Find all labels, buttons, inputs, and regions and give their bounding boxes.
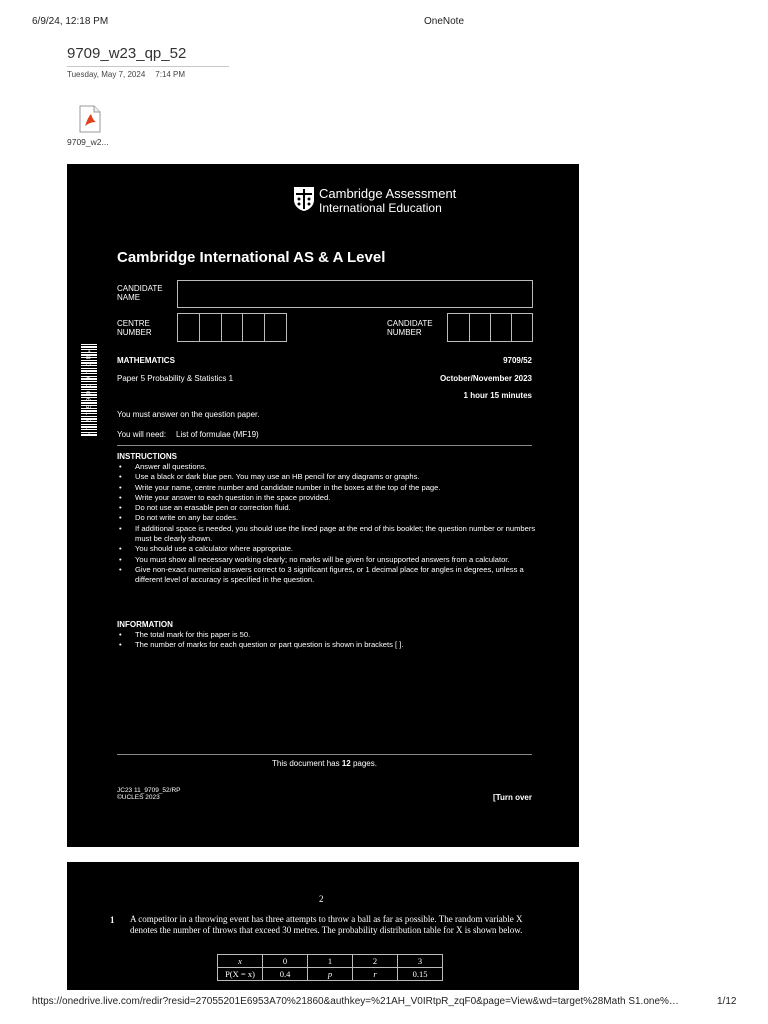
table-cell: r bbox=[353, 968, 398, 981]
information-list bbox=[117, 630, 537, 651]
table-cell: 0.15 bbox=[398, 968, 443, 981]
page-count-note: This document has 12 pages. bbox=[272, 759, 377, 768]
print-page-count: 1/12 bbox=[717, 996, 737, 1007]
attachment-name[interactable]: 9709_w2... bbox=[67, 137, 109, 147]
qualification-title: Cambridge International AS & A Level bbox=[117, 249, 386, 266]
list-item: • You must show all necessary working clearly; no marks will be given for unsupported answers from a calculator. bbox=[117, 555, 537, 565]
list-item: • The number of marks for each question or part question is shown in brackets [ ]. bbox=[117, 640, 537, 650]
barcode-digits: * 8 0 1 6 0 0 6 5 1 7 1 * bbox=[84, 350, 90, 437]
note-timestamp bbox=[67, 70, 195, 79]
note-date: Tuesday, May 7, 2024 bbox=[67, 70, 146, 79]
exam-duration: 1 hour 15 minutes bbox=[463, 391, 532, 400]
subject: MATHEMATICS bbox=[117, 356, 175, 365]
list-item: • The total mark for this paper is 50. bbox=[117, 630, 537, 640]
candidate-name-label: CANDIDATE NAME bbox=[117, 284, 163, 302]
note-title[interactable]: 9709_w23_qp_52 bbox=[67, 45, 187, 62]
exam-session: October/November 2023 bbox=[439, 374, 532, 383]
table-cell: 3 bbox=[398, 955, 443, 968]
table-cell: 0 bbox=[263, 955, 308, 968]
divider bbox=[117, 754, 532, 755]
pdf-file-icon[interactable] bbox=[79, 105, 101, 133]
table-cell: p bbox=[308, 968, 353, 981]
print-datetime: 6/9/24, 12:18 PM bbox=[32, 16, 109, 27]
list-item: • You should use a calculator where appropriate. bbox=[117, 544, 537, 554]
list-item: • Answer all questions. bbox=[117, 462, 537, 472]
list-item: • Give non-exact numerical answers correct to 3 significant figures, or 1 decimal place for angles in degrees, unless a different level of accuracy is specified in the question. bbox=[117, 565, 537, 586]
centre-number-boxes[interactable] bbox=[177, 313, 287, 342]
turn-over: [Turn over bbox=[493, 793, 532, 802]
question-text: A competitor in a throwing event has three attempts to throw a ball as far as possible. The random variable X denotes the number of throws that exceed 30 metres. The probability distribution table for X is shown below. bbox=[130, 914, 523, 935]
table-cell: 1 bbox=[308, 955, 353, 968]
print-app-name: OneNote bbox=[424, 16, 465, 27]
paper-title: Paper 5 Probability & Statistics 1 bbox=[117, 374, 234, 383]
pdf-page-cover bbox=[67, 164, 579, 847]
list-item: • Write your name, centre number and candidate number in the boxes at the top of the page. bbox=[117, 483, 537, 493]
candidate-number-label: CANDIDATE NUMBER bbox=[387, 319, 433, 337]
centre-number-label: CENTRE NUMBER bbox=[117, 319, 152, 337]
table-cell: x bbox=[218, 955, 263, 968]
table-cell: 2 bbox=[353, 955, 398, 968]
information-heading: INFORMATION bbox=[117, 620, 173, 629]
cambridge-crest-icon bbox=[293, 186, 315, 212]
probability-table bbox=[217, 954, 443, 981]
list-item: • Do not write on any bar codes. bbox=[117, 513, 537, 523]
paper-code: 9709/52 bbox=[503, 356, 532, 365]
instructions-list bbox=[117, 462, 537, 586]
copyright: ©UCLES 2023 bbox=[117, 794, 160, 801]
page-number: 2 bbox=[319, 894, 324, 904]
table-cell: P(X = x) bbox=[218, 968, 263, 981]
title-divider bbox=[67, 66, 229, 67]
instructions-heading: INSTRUCTIONS bbox=[117, 452, 177, 461]
list-item: • Use a black or dark blue pen. You may use an HB pencil for any diagrams or graphs. bbox=[117, 472, 537, 482]
candidate-name-box[interactable] bbox=[177, 280, 533, 308]
list-item: • Do not use an erasable pen or correction fluid. bbox=[117, 503, 537, 513]
document-reference: JC23 11_9709_52/RP bbox=[117, 787, 181, 794]
print-url[interactable]: https://onedrive.live.com/redir?resid=27055201E6953A70%21860&authkey=%21AH_V0IRtpR_zqF0&page=View&wd=target%28Math S1.one%… bbox=[32, 996, 679, 1007]
you-will-need-label: You will need: bbox=[117, 430, 167, 439]
pdf-page-2 bbox=[67, 862, 579, 990]
you-will-need-value: List of formulae (MF19) bbox=[176, 430, 259, 439]
brand-line-2: International Education bbox=[319, 201, 442, 215]
divider bbox=[117, 445, 532, 446]
list-item: • Write your answer to each question in the space provided. bbox=[117, 493, 537, 503]
table-cell: 0.4 bbox=[263, 968, 308, 981]
brand-line-1: Cambridge Assessment bbox=[319, 186, 457, 201]
question-number: 1 bbox=[110, 915, 115, 925]
answer-instruction: You must answer on the question paper. bbox=[117, 410, 260, 419]
candidate-number-boxes[interactable] bbox=[447, 313, 533, 342]
list-item: • If additional space is needed, you should use the lined page at the end of this booklet; the question number or numbers must be clearly shown. bbox=[117, 524, 537, 545]
note-time: 7:14 PM bbox=[155, 70, 186, 79]
